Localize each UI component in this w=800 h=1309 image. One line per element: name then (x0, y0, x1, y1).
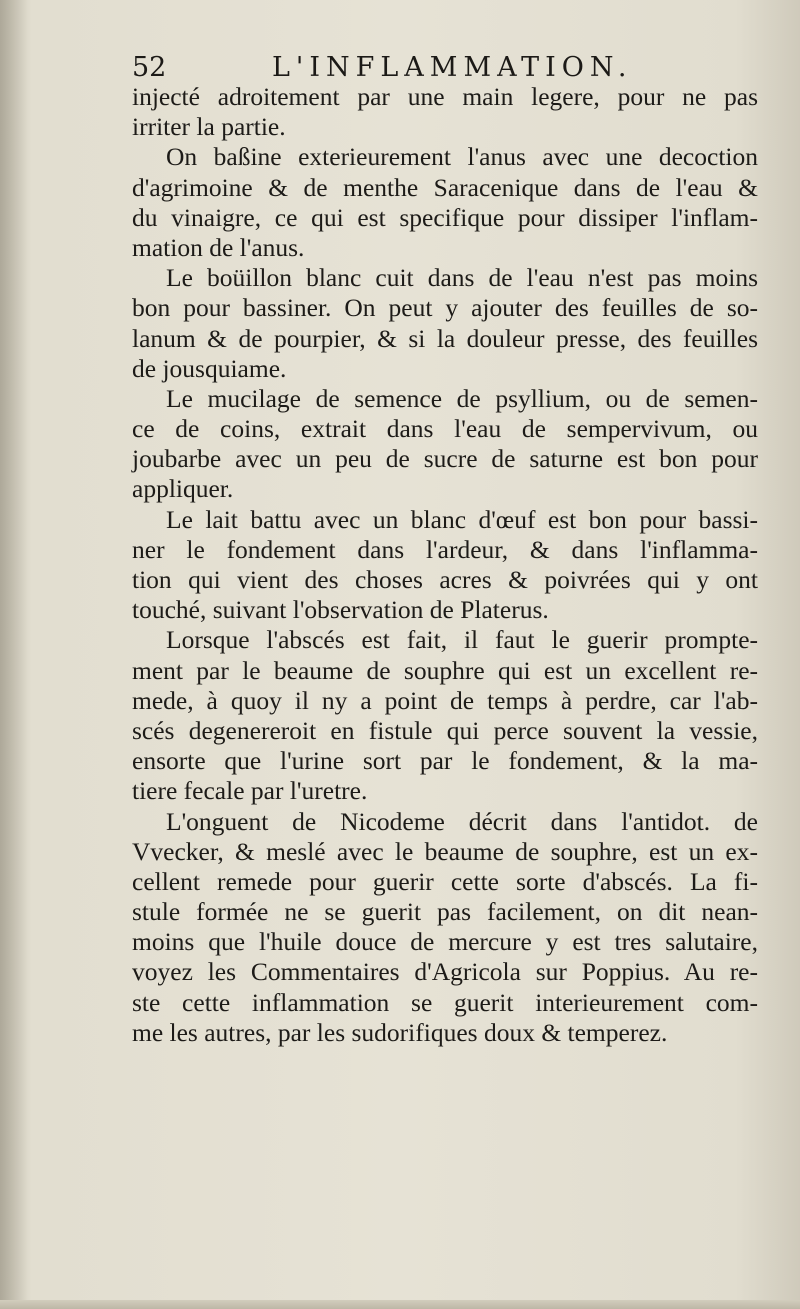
text-line: du vinaigre, ce qui est specifique pour dissiper l'inflam- (132, 202, 758, 232)
text-line: Vvecker, & meslé avec le beaume de souphre, est un ex- (132, 836, 758, 866)
text-line: ce de coins, extrait dans l'eau de sempervivum, ou (132, 414, 758, 444)
text-line: bon pour bassiner. On peut y ajouter des feuilles de so- (132, 293, 758, 323)
page-bottom-edge (0, 1300, 800, 1309)
text-line: ment par le beaume de souphre qui est un excellent re- (132, 655, 758, 685)
text-line: cellent remede pour guerir cette sorte d'abscés. La fi- (132, 866, 758, 896)
text-line: d'agrimoine & de menthe Saracenique dans de l'eau & (132, 172, 758, 202)
text-line: touché, suivant l'observation de Platerus. (132, 595, 549, 625)
text-line: de jousquiame. (132, 353, 287, 383)
text-line: On baßine exterieurement l'anus avec une decoction (166, 142, 758, 172)
text-line: tiere fecale par l'uretre. (132, 776, 368, 806)
text-line: injecté adroitement par une main legere, pour ne pas (132, 82, 758, 111)
text-line: mede, à quoy il ny a point de temps à perdre, car l'ab- (132, 685, 758, 715)
text-line: joubarbe avec un peu de sucre de saturne est bon pour (132, 444, 758, 474)
text-line: ste cette inflammation se guerit interieurement com- (132, 987, 758, 1017)
text-line: moins que l'huile douce de mercure y est tres salutaire, (132, 927, 758, 957)
text-line: mation de l'anus. (132, 232, 305, 262)
text-line: Lorsque l'abscés est fait, il faut le guerir prompte- (166, 625, 758, 655)
text-line: Le boüillon blanc cuit dans de l'eau n'est pas moins (166, 263, 758, 293)
page-header (132, 48, 652, 84)
text-line: tion qui vient des choses acres & poivrées qui y ont (132, 565, 758, 594)
body-text (132, 82, 758, 1048)
running-title: L'INFLAMMATION. (272, 52, 633, 83)
text-line: me les autres, par les sudorifiques doux & temperez. (132, 1017, 668, 1047)
page-number: 52 (132, 52, 167, 83)
text-line: Le mucilage de semence de psyllium, ou de semen- (166, 383, 758, 413)
text-line: voyez les Commentaires d'Agricola sur Poppius. Au re- (132, 957, 758, 987)
text-line: L'onguent de Nicodeme décrit dans l'antidot. de (166, 806, 758, 836)
text-line: stule formée ne se guerit pas facilement, on dit nean- (132, 897, 758, 927)
text-line: ensorte que l'urine sort par le fondement, & la ma- (132, 746, 758, 776)
text-line: ner le fondement dans l'ardeur, & dans l'inflamma- (132, 534, 758, 564)
text-line: irriter la partie. (132, 112, 286, 142)
binding-shadow (0, 0, 28, 1309)
text-line: Le lait battu avec un blanc d'œuf est bon pour bassi- (166, 504, 758, 534)
text-line: scés degenereroit en fistule qui perce souvent la vessie, (132, 715, 758, 745)
text-line: appliquer. (132, 474, 234, 504)
text-line: lanum & de pourpier, & si la douleur presse, des feuilles (132, 323, 758, 353)
